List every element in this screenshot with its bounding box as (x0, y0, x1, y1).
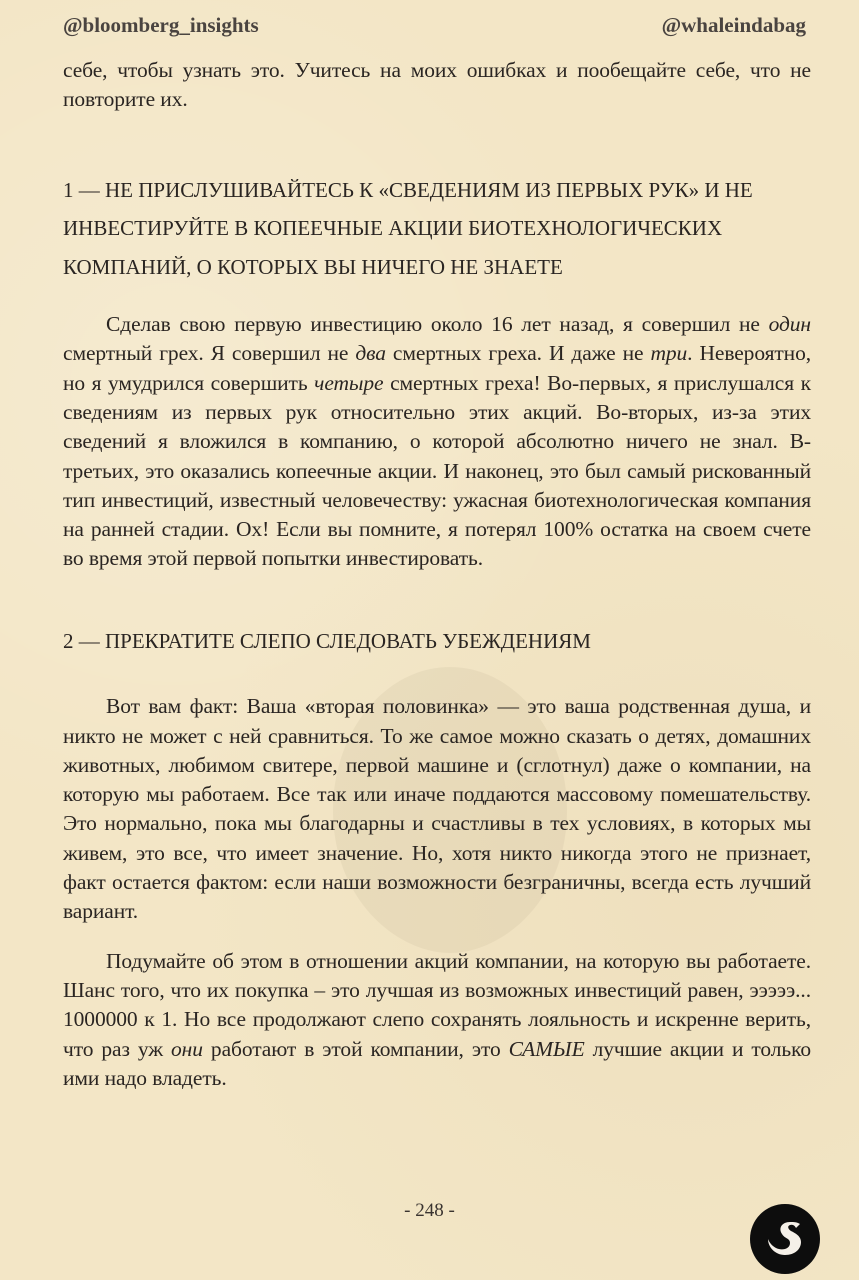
header-left-handle: @bloomberg_insights (63, 12, 259, 37)
emphasis-tri: три (650, 341, 688, 366)
page-number: - 248 - (404, 1200, 455, 1221)
section-2-paragraph-1: Вот вам факт: Ваша «вторая половинка» — это ваша родственная душа, и никто не может с ней сравниться. То же самое можно сказать о детях, домашних животных, любимом свитере, первой машине и (сглотнул) даже о компании, на которую мы работаем. Все так или иначе поддаются массовому помешательству. Это нормально, пока мы благодарны и счастливы в тех условиях, в которых мы живем, это все, что имеет значение. Но, хотя никто никогда этого не признает, факт остается фактом: если наши возможности безграничны, всегда есть лучший вариант. (63, 694, 811, 924)
emphasis-oni: они (171, 1036, 203, 1061)
section-1-paragraph: Сделав свою первую инвестицию около 16 лет назад, я совершил не один смертный грех. Я совершил не два смертных греха. И даже не три. Невероятно, но я умудрился совершить четыре смертных греха! Во-первых, я прислушался к сведениям из первых рук относительно этих акций. Во-вторых, из-за этих сведений я вложился в компанию, о которой абсолютно ничего не знал. В-третьих, это оказались копеечные акции. И наконец, это был самый рискованный тип инвестиций, известный человечеству: ужасная биотехнологическая компания на ранней стадии. Ох! Если вы помните, я потерял 100% остатка на своем счете во время этой первой попытки инвестировать. (63, 312, 811, 571)
emphasis-dva: два (355, 341, 386, 366)
section-2-paragraph-2: Подумайте об этом в отношении акций компании, на которую вы работаете. Шанс того, что их покупка – это лучшая из возможных инвестиций равен, эээээ... 1000000 к 1. Но все продолжают слепо сохранять лояльность и искренне верить, что раз уж они работают в этой компании, это САМЫЕ лучшие акции и только ими надо владеть. (63, 948, 811, 1090)
emphasis-odin: один (768, 312, 811, 337)
page-content (63, 56, 811, 1093)
page-header (63, 10, 806, 40)
swan-logo-icon (750, 1204, 820, 1274)
section-1-heading: 1 — НЕ ПРИСЛУШИВАЙТЕСЬ К «СВЕДЕНИЯМ ИЗ ПЕРВЫХ РУК» И НЕ ИНВЕСТИРУЙТЕ В КОПЕЕЧНЫЕ АКЦИИ БИОТЕХНОЛОГИЧЕСКИХ КОМПАНИЙ, О КОТОРЫХ ВЫ НИЧЕГО НЕ ЗНАЕТЕ (63, 177, 753, 279)
emphasis-samye: САМЫЕ (508, 1036, 585, 1061)
section-2-heading: 2 — ПРЕКРАТИТЕ СЛЕПО СЛЕДОВАТЬ УБЕЖДЕНИЯМ (63, 628, 591, 653)
swan-icon (760, 1214, 810, 1264)
emphasis-chetyre: четыре (314, 370, 384, 395)
header-right-handle: @whaleindabag (661, 12, 806, 37)
intro-paragraph: себе, чтобы узнать это. Учитесь на моих ошибках и пообещайте себе, что не повторите их. (63, 58, 811, 112)
